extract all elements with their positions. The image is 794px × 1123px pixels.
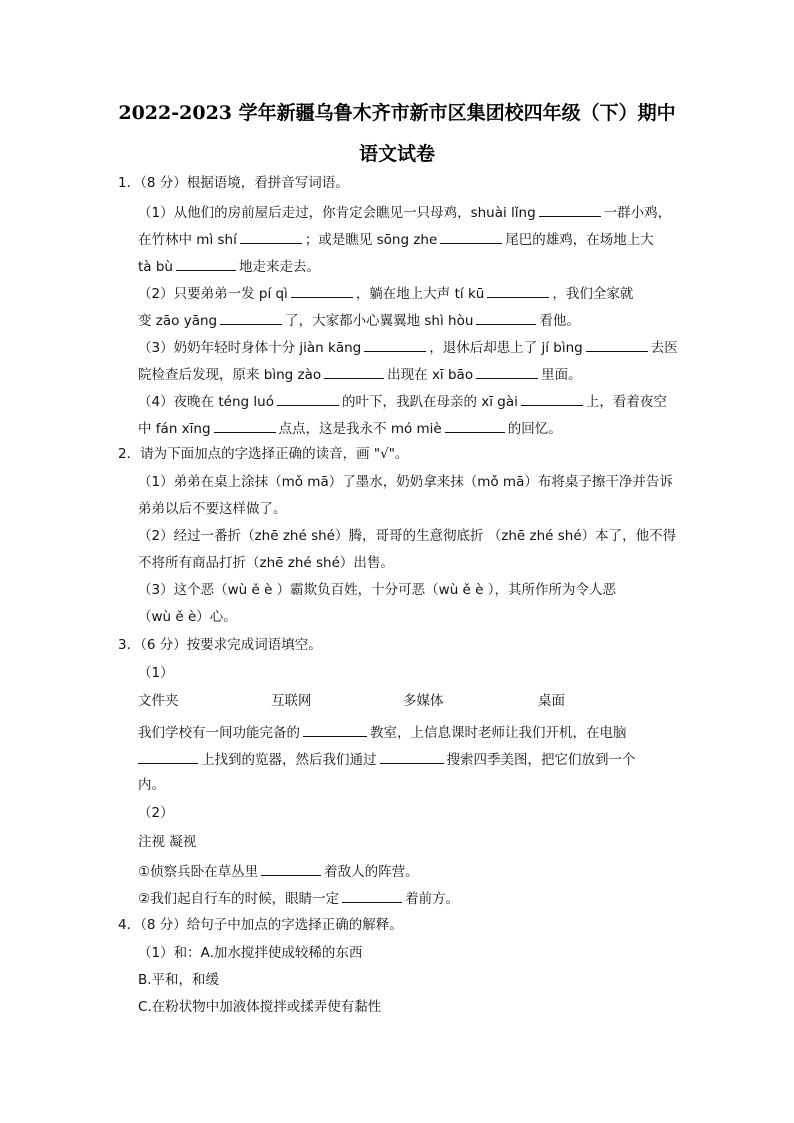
q1-p4-text-f: 的回忆。 [507,421,562,437]
answer-blank[interactable] [380,749,444,764]
q1-p2-text-d: 变 zāo yāng [138,313,218,329]
q3-text-h: 着前方。 [405,891,460,907]
q3-sub2-options: 注视 凝视 [138,834,197,850]
q3-sub1-line1 [138,722,627,742]
q3-sub1-line2 [138,749,636,769]
answer-blank[interactable] [440,229,502,244]
q1-p4-text-d: 中 fán xīng [138,421,211,437]
q1-p4-line1 [138,391,667,411]
answer-blank[interactable] [138,749,198,764]
q1-p3-text-d: 院检查后发现，原来 bìng zào [138,367,322,383]
q4-option-c: C.在粉状物中加液体搅拌或揉弄使有黏性 [138,999,382,1015]
answer-blank[interactable] [521,391,583,406]
answer-blank[interactable] [261,861,321,876]
q4-option-b: B.平和，和缓 [138,972,220,988]
answer-blank[interactable] [214,418,276,433]
answer-blank[interactable] [176,256,236,271]
q3-text-c: 上找到的览器，然后我们通过 [201,752,377,768]
q1-p3-text-a: （3）奶奶年轻时身体十分 jiàn kāng [138,340,362,356]
answer-blank[interactable] [364,337,426,352]
q2-p3-line1: （3）这个恶（wù ě è ）霸欺负百姓，十分可恶（wù ě è ），其所作所为令人恶 [138,582,617,598]
q1-p1-line3 [138,256,320,276]
q4-item-a: （1）和：A.加水搅拌使成较稀的东西 [138,945,363,961]
q1-p4-text-b: 的叶下，我趴在母亲的 xī gài [341,394,518,410]
q3-option: 多媒体 [403,693,444,709]
q3-text-f: 着敌人的阵营。 [324,864,419,880]
q1-p3-text-c: 去医 [650,340,678,356]
q3-text-e: ①侦察兵卧在草丛里 [138,864,259,880]
q1-p3-text-e: 出现在 xī bāo [387,367,474,383]
q1-p1-text-g: 地走来走去。 [238,259,320,275]
q3-sub1-label: （1） [138,665,174,681]
q1-p1-text-c: 在竹林中 mì shí [138,232,237,248]
q1-p2-text-e: 了，大家都小心翼翼地 shì hòu [285,313,474,329]
q3-sub2-item2 [138,888,459,908]
q1-p2-line1 [138,283,633,303]
q1-p1-line1 [138,202,671,222]
q3-sub1-line3: 内。 [138,777,165,793]
q1-p4-text-e: 点点，这是我永不 mó miè [278,421,442,437]
q1-p1-text-d: ；或是瞧见 sōng zhe [304,232,438,248]
answer-blank[interactable] [220,310,282,325]
q3-sub2-label: （2） [138,805,174,821]
q1-p4-line2 [138,418,562,438]
q2-p3-line2: （wù ě è）心。 [138,609,237,625]
answer-blank[interactable] [539,202,601,217]
answer-blank[interactable] [476,310,536,325]
answer-blank[interactable] [291,283,353,298]
q1-p3-line2 [138,364,582,384]
q2-stem: 2．请为下面加点的字选择正确的读音，画 "√"。 [118,446,409,462]
q1-stem: 1．（8 分）根据语境，看拼音写词语。 [118,175,349,191]
q2-p1-line1: （1）弟弟在桌上涂抹（mǒ mā）了墨水，奶奶拿来抹（mǒ mā）布将桌子擦干净并告诉 [138,474,673,490]
q1-p4-text-c: 上，看着夜空 [585,394,667,410]
q1-p1-text-b: 一群小鸡， [603,205,672,221]
answer-blank[interactable] [487,283,549,298]
q3-text-g: ②我们起自行车的时候，眼睛一定 [138,891,340,907]
q3-stem: 3．（6 分）按要求完成词语填空。 [118,637,322,653]
q3-option: 互联网 [271,693,312,709]
answer-blank[interactable] [342,888,402,903]
q3-text-a: 我们学校有一间功能完备的 [138,725,300,741]
q2-p2-line1: （2）经过一番折（zhē zhé shé）腾，哥哥的生意彻底折 （zhē zhé shé）本了，他不得 [138,528,677,544]
q1-p1-text-e: 尾巴的雄鸡，在场地上大 [505,232,654,248]
answer-blank[interactable] [586,337,648,352]
q1-p3-line1 [138,337,678,357]
q1-p1-line2 [138,229,654,249]
q1-p3-text-b: ，退休后却患上了 jí bìng [429,340,583,356]
answer-blank[interactable] [277,391,339,406]
q1-p2-text-b: ，躺在地上大声 tí kū [355,286,485,302]
q1-p1-text-f: tà bù [138,259,173,275]
q1-p2-text-c: ，我们全家就 [552,286,634,302]
answer-blank[interactable] [240,229,302,244]
q3-option: 桌面 [538,693,565,709]
q3-option: 文件夹 [138,693,179,709]
q1-p4-text-a: （4）夜晚在 téng luó [138,394,274,410]
q2-p2-line2: 不将所有商品打折（zhē zhé shé）出售。 [138,555,394,571]
q3-sub2-item1 [138,861,419,881]
answer-blank[interactable] [476,364,538,379]
answer-blank[interactable] [303,722,367,737]
q3-text-b: 教室，上信息课时老师让我们开机，在电脑 [370,725,627,741]
q4-stem: 4．（8 分）给句子中加点的字选择正确的解释。 [118,917,403,933]
answer-blank[interactable] [445,418,505,433]
q3-text-d: 搜索四季美图，把它们放到一个 [446,752,636,768]
exam-title-line1: 2022-2023 学年新疆乌鲁木齐市新市区集团校四年级（下）期中 [118,102,676,124]
q1-p1-text-a: （1）从他们的房前屋后走过，你肯定会瞧见一只母鸡，shuài lǐng [138,205,536,221]
q1-p3-text-f: 里面。 [541,367,582,383]
answer-blank[interactable] [324,364,384,379]
q1-p2-text-f: 看他。 [539,313,580,329]
exam-title-line2: 语文试卷 [358,143,435,165]
q1-p2-line2 [138,310,580,330]
q1-p2-text-a: （2）只要弟弟一发 pí qì [138,286,288,302]
q2-p1-line2: 弟弟以后不要这样做了。 [138,501,287,517]
